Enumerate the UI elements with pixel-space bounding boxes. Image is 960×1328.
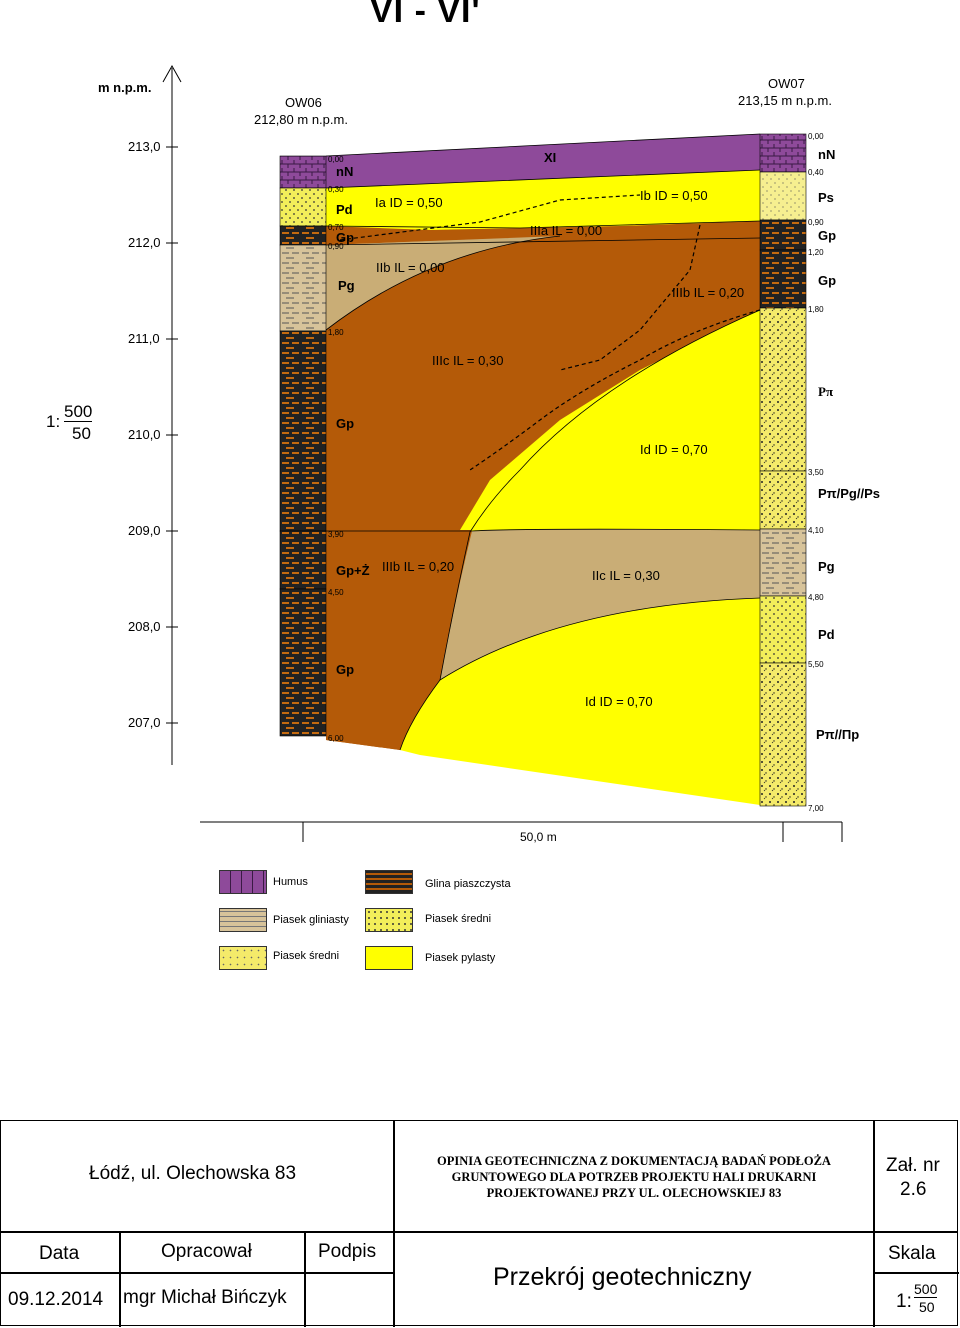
legend-swatch-medium-sand-2 bbox=[219, 946, 267, 970]
legend-swatch-clay bbox=[365, 870, 413, 894]
ow06-depth: 0,70 bbox=[328, 223, 344, 232]
elevation-axis bbox=[163, 66, 181, 765]
ow07-depth: 1,80 bbox=[808, 305, 824, 314]
tb-project-line: OPINIA GEOTECHNICZNA Z DOKUMENTACJĄ BADAŃ PODŁOŻA bbox=[437, 1154, 831, 1168]
ow07-soil: Pg bbox=[818, 559, 835, 574]
ow07-depth: 4,10 bbox=[808, 526, 824, 535]
tb-project-line: PROJEKTOWANEJ PRZY UL. OLECHOWSKIEJ 83 bbox=[486, 1186, 782, 1200]
legend-label: Piasek średni bbox=[273, 950, 340, 962]
tb-zal-label: Zał. nr bbox=[886, 1155, 940, 1176]
scale-prefix: 1: bbox=[46, 412, 61, 431]
ow07-soil: Pπ bbox=[818, 384, 834, 399]
tick-label: 210,0 bbox=[128, 427, 161, 442]
tb-drawing-title: Przekrój geotechniczny bbox=[493, 1263, 752, 1291]
tick-label: 213,0 bbox=[128, 139, 161, 154]
legend-swatch-clayey-sand bbox=[219, 908, 267, 932]
layer-label-ia: Ia ID = 0,50 bbox=[375, 195, 443, 210]
borehole-ow07-column bbox=[760, 134, 806, 806]
ow06-soil: Pd bbox=[336, 202, 353, 217]
ow07-depth: 0,90 bbox=[808, 218, 824, 227]
tick-label: 208,0 bbox=[128, 619, 161, 634]
ow07-soil: Pd bbox=[818, 627, 835, 642]
layer-label-iiib-bottom: IIIb IL = 0,20 bbox=[382, 559, 455, 574]
tb-project-line: GRUNTOWEGO DLA POTRZEB PROJEKTU HALI DRUKARNI bbox=[451, 1170, 817, 1184]
tb-sign-label: Podpis bbox=[318, 1241, 377, 1262]
legend-label: Piasek średni bbox=[425, 913, 492, 925]
ow06-soil: Gp+Ż bbox=[336, 563, 370, 578]
ow07-depth: 4,80 bbox=[808, 593, 824, 602]
ow07-depth: 0,40 bbox=[808, 168, 824, 177]
title-block bbox=[0, 1120, 958, 1326]
axis-unit: m n.p.m. bbox=[98, 80, 152, 95]
legend-swatch-humus bbox=[219, 870, 267, 894]
tb-scale-label: Skala bbox=[888, 1243, 936, 1264]
ow07-depth: 0,00 bbox=[808, 132, 824, 141]
tick-label: 207,0 bbox=[128, 715, 161, 730]
layer-label-iiic: IIIc IL = 0,30 bbox=[432, 353, 504, 368]
legend-label: Piasek gliniasty bbox=[273, 914, 349, 926]
ow06-name: OW06 bbox=[285, 95, 322, 110]
ow07-depth: 3,50 bbox=[808, 468, 824, 477]
ow07-name: OW07 bbox=[768, 76, 805, 91]
tick-label: 209,0 bbox=[128, 523, 161, 538]
layer-label-iic: IIc IL = 0,30 bbox=[592, 568, 660, 583]
ow07-soil: Ps bbox=[818, 190, 834, 205]
tick-label: 211,0 bbox=[128, 331, 160, 346]
legend-label: Glina piaszczysta bbox=[425, 878, 511, 890]
tb-scale-denominator: 50 bbox=[919, 1299, 935, 1315]
ow07-soil: Gp bbox=[818, 228, 837, 243]
layer-label-xi: XI bbox=[544, 150, 557, 165]
layer-label-ib: Ib ID = 0,50 bbox=[640, 188, 708, 203]
legend-label: Piasek pylasty bbox=[425, 952, 496, 964]
tick-label: 212,0 bbox=[128, 235, 161, 250]
ow07-soil: Gp bbox=[818, 273, 837, 288]
tb-author-label: Opracował bbox=[161, 1241, 252, 1262]
ow07-depth: 7,00 bbox=[808, 804, 824, 813]
ow07-soil: Pπ/Pg//Ps bbox=[818, 486, 880, 501]
legend-swatch-medium-sand bbox=[365, 908, 413, 932]
ow07-soil: Pπ//Πp bbox=[816, 727, 860, 742]
legend-label: Humus bbox=[273, 876, 308, 888]
tb-project bbox=[401, 1153, 867, 1201]
layer-label-iiia: IIIa IL = 0,00 bbox=[530, 223, 603, 238]
section-title: VI - VI' bbox=[370, 0, 481, 30]
ow06-depth: 3,90 bbox=[328, 530, 344, 539]
tb-zal-number: 2.6 bbox=[900, 1179, 927, 1200]
layer-label-iiib-top: IIIb IL = 0,20 bbox=[672, 285, 745, 300]
ow06-depth: 6,00 bbox=[328, 734, 344, 743]
scale-denominator: 50 bbox=[72, 424, 91, 443]
tb-scale-numerator: 500 bbox=[914, 1281, 938, 1297]
tb-author: mgr Michał Bińczyk bbox=[123, 1287, 287, 1308]
ow07-depth: 1,20 bbox=[808, 248, 824, 257]
ow06-depth: 0,30 bbox=[328, 185, 344, 194]
ow06-elevation: 212,80 m n.p.m. bbox=[254, 112, 348, 127]
ow07-depth: 5,50 bbox=[808, 660, 824, 669]
distance-label: 50,0 m bbox=[520, 830, 557, 844]
ow06-soil: Gp bbox=[336, 230, 355, 245]
ow06-depth: 0,90 bbox=[328, 242, 344, 251]
ow06-soil: Pg bbox=[338, 278, 355, 293]
layer-label-iib: IIb IL = 0,00 bbox=[376, 260, 445, 275]
ow06-depth: 4,50 bbox=[328, 588, 344, 597]
ow06-soil: Gp bbox=[336, 662, 355, 677]
scale-numerator: 500 bbox=[64, 402, 93, 421]
layer-label-id-top: Id ID = 0,70 bbox=[640, 442, 708, 457]
legend-swatch-silty-sand bbox=[365, 946, 413, 970]
tb-date: 09.12.2014 bbox=[8, 1289, 104, 1310]
tb-location: Łódź, ul. Olechowska 83 bbox=[89, 1163, 297, 1184]
ow07-soil: nN bbox=[818, 147, 836, 162]
layer-label-id-bottom: Id ID = 0,70 bbox=[585, 694, 653, 709]
ow06-depth: 0,00 bbox=[328, 155, 344, 164]
ow06-depth: 1,80 bbox=[328, 328, 344, 337]
ow07-elevation: 213,15 m n.p.m. bbox=[738, 93, 832, 108]
tb-date-label: Data bbox=[39, 1243, 80, 1264]
borehole-ow06-column bbox=[280, 156, 326, 736]
tb-scale-prefix: 1: bbox=[896, 1291, 912, 1312]
ow06-soil: nN bbox=[336, 164, 354, 179]
ow06-soil: Gp bbox=[336, 416, 355, 431]
